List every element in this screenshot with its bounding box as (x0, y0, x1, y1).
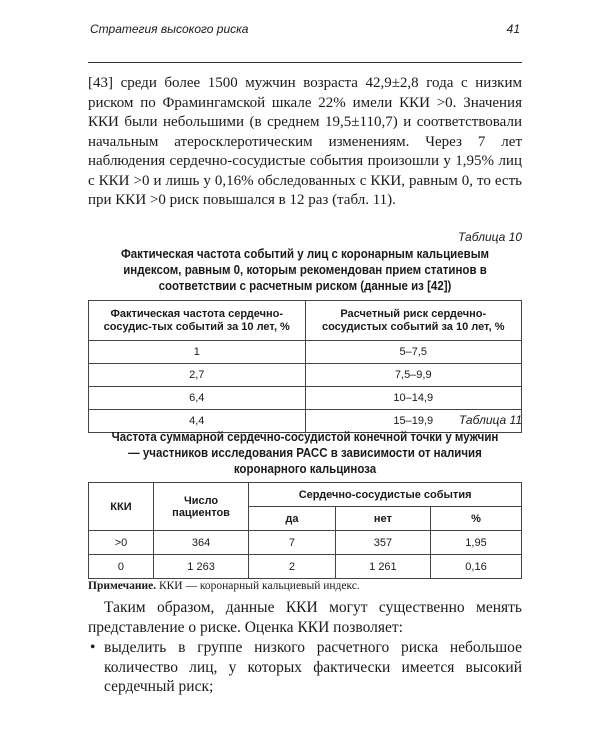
body-paragraph-1: [43] среди более 1500 мужчин возраста 42,9±2,8 года с низким риском по Фрамингамской шкале 22% имели ККИ >0. Значения ККИ были небольшими (в среднем 19,5±110,7) и соответствовали начальным атеросклеротическим изменениям. Через 7 лет наблюдения сердечно-сосудистые события произошли у 1,95% лиц с ККИ >0 и лишь у 0,16% обследованных с ККИ, равным 0, то есть при ККИ >0 риск повышался в 12 раз (табл. 11). (88, 75, 522, 208)
table-cell: 2,7 (89, 364, 306, 387)
table11-title: Частота суммарной сердечно-сосудистой конечной точки у мужчин — участников исследования РАСС в зависимости от наличия коронарного кальциноза (111, 430, 499, 476)
table-cell: 4,4 (89, 410, 306, 433)
table-row (89, 531, 522, 555)
table11-header-row (89, 483, 522, 507)
table-cell: 7,5–9,9 (305, 364, 522, 387)
table-cell: 1 263 (153, 555, 248, 579)
running-title: Стратегия высокого риска (90, 22, 249, 36)
table-11 (88, 482, 522, 579)
table10-header-row (89, 301, 522, 341)
table-cell: 6,4 (89, 387, 306, 410)
bullet-list (88, 638, 522, 697)
table11-note (88, 580, 522, 592)
table-cell: 5–7,5 (305, 341, 522, 364)
note-text: ККИ — коронарный кальциевый индекс. (158, 580, 360, 592)
note-label: Примечание. (88, 580, 157, 592)
table11-subheader-no: нет (335, 507, 430, 531)
table11-header-patients: Число пациентов (153, 483, 248, 531)
table-10 (88, 300, 522, 433)
table10-header-actual: Фактическая частота сердечно-сосудис-тых событий за 10 лет, % (89, 301, 306, 341)
list-item-text: выделить в группе низкого расчетного риска небольшое количество лиц, у которых фактически имеется высокий сердечный риск; (104, 639, 522, 695)
table-row (89, 341, 522, 364)
bullet-icon: • (90, 639, 96, 656)
table11-header-kki: ККИ (89, 483, 154, 531)
table-cell: 0 (89, 555, 154, 579)
header-rule (88, 62, 522, 63)
page-number: 41 (506, 22, 520, 36)
running-header (88, 22, 522, 42)
table-cell: 15–19,9 (305, 410, 522, 433)
body-paragraph-2: Таким образом, данные ККИ могут существенно менять представление о риске. Оценка ККИ позволяет: (88, 599, 522, 636)
table-cell: 2 (249, 555, 336, 579)
table-cell: 357 (335, 531, 430, 555)
table10-header-estimated: Расчетный риск сердечно-сосудистых событий за 10 лет, % (305, 301, 522, 341)
table10-caption: Таблица 10 (457, 230, 522, 244)
table11-caption: Таблица 11 (458, 413, 522, 427)
table10-title: Фактическая частота событий у лиц с коронарным кальциевым индексом, равным 0, которым рекомендован прием статинов в соответствии с расчетным риском (данные из [42]) (120, 247, 490, 293)
table-row (89, 555, 522, 579)
table-cell: 1 (89, 341, 306, 364)
table-row (89, 364, 522, 387)
table11-subheader-pct: % (431, 507, 522, 531)
table11-header-events: Сердечно-сосудистые события (249, 483, 522, 507)
list-item (88, 638, 522, 697)
table-cell: 10–14,9 (305, 387, 522, 410)
table-cell: 1,95 (431, 531, 522, 555)
table11-subheader-yes: да (249, 507, 336, 531)
table-cell: 7 (249, 531, 336, 555)
table-cell: 0,16 (431, 555, 522, 579)
table-row (89, 387, 522, 410)
table-cell: >0 (89, 531, 154, 555)
table-cell: 364 (153, 531, 248, 555)
table-cell: 1 261 (335, 555, 430, 579)
